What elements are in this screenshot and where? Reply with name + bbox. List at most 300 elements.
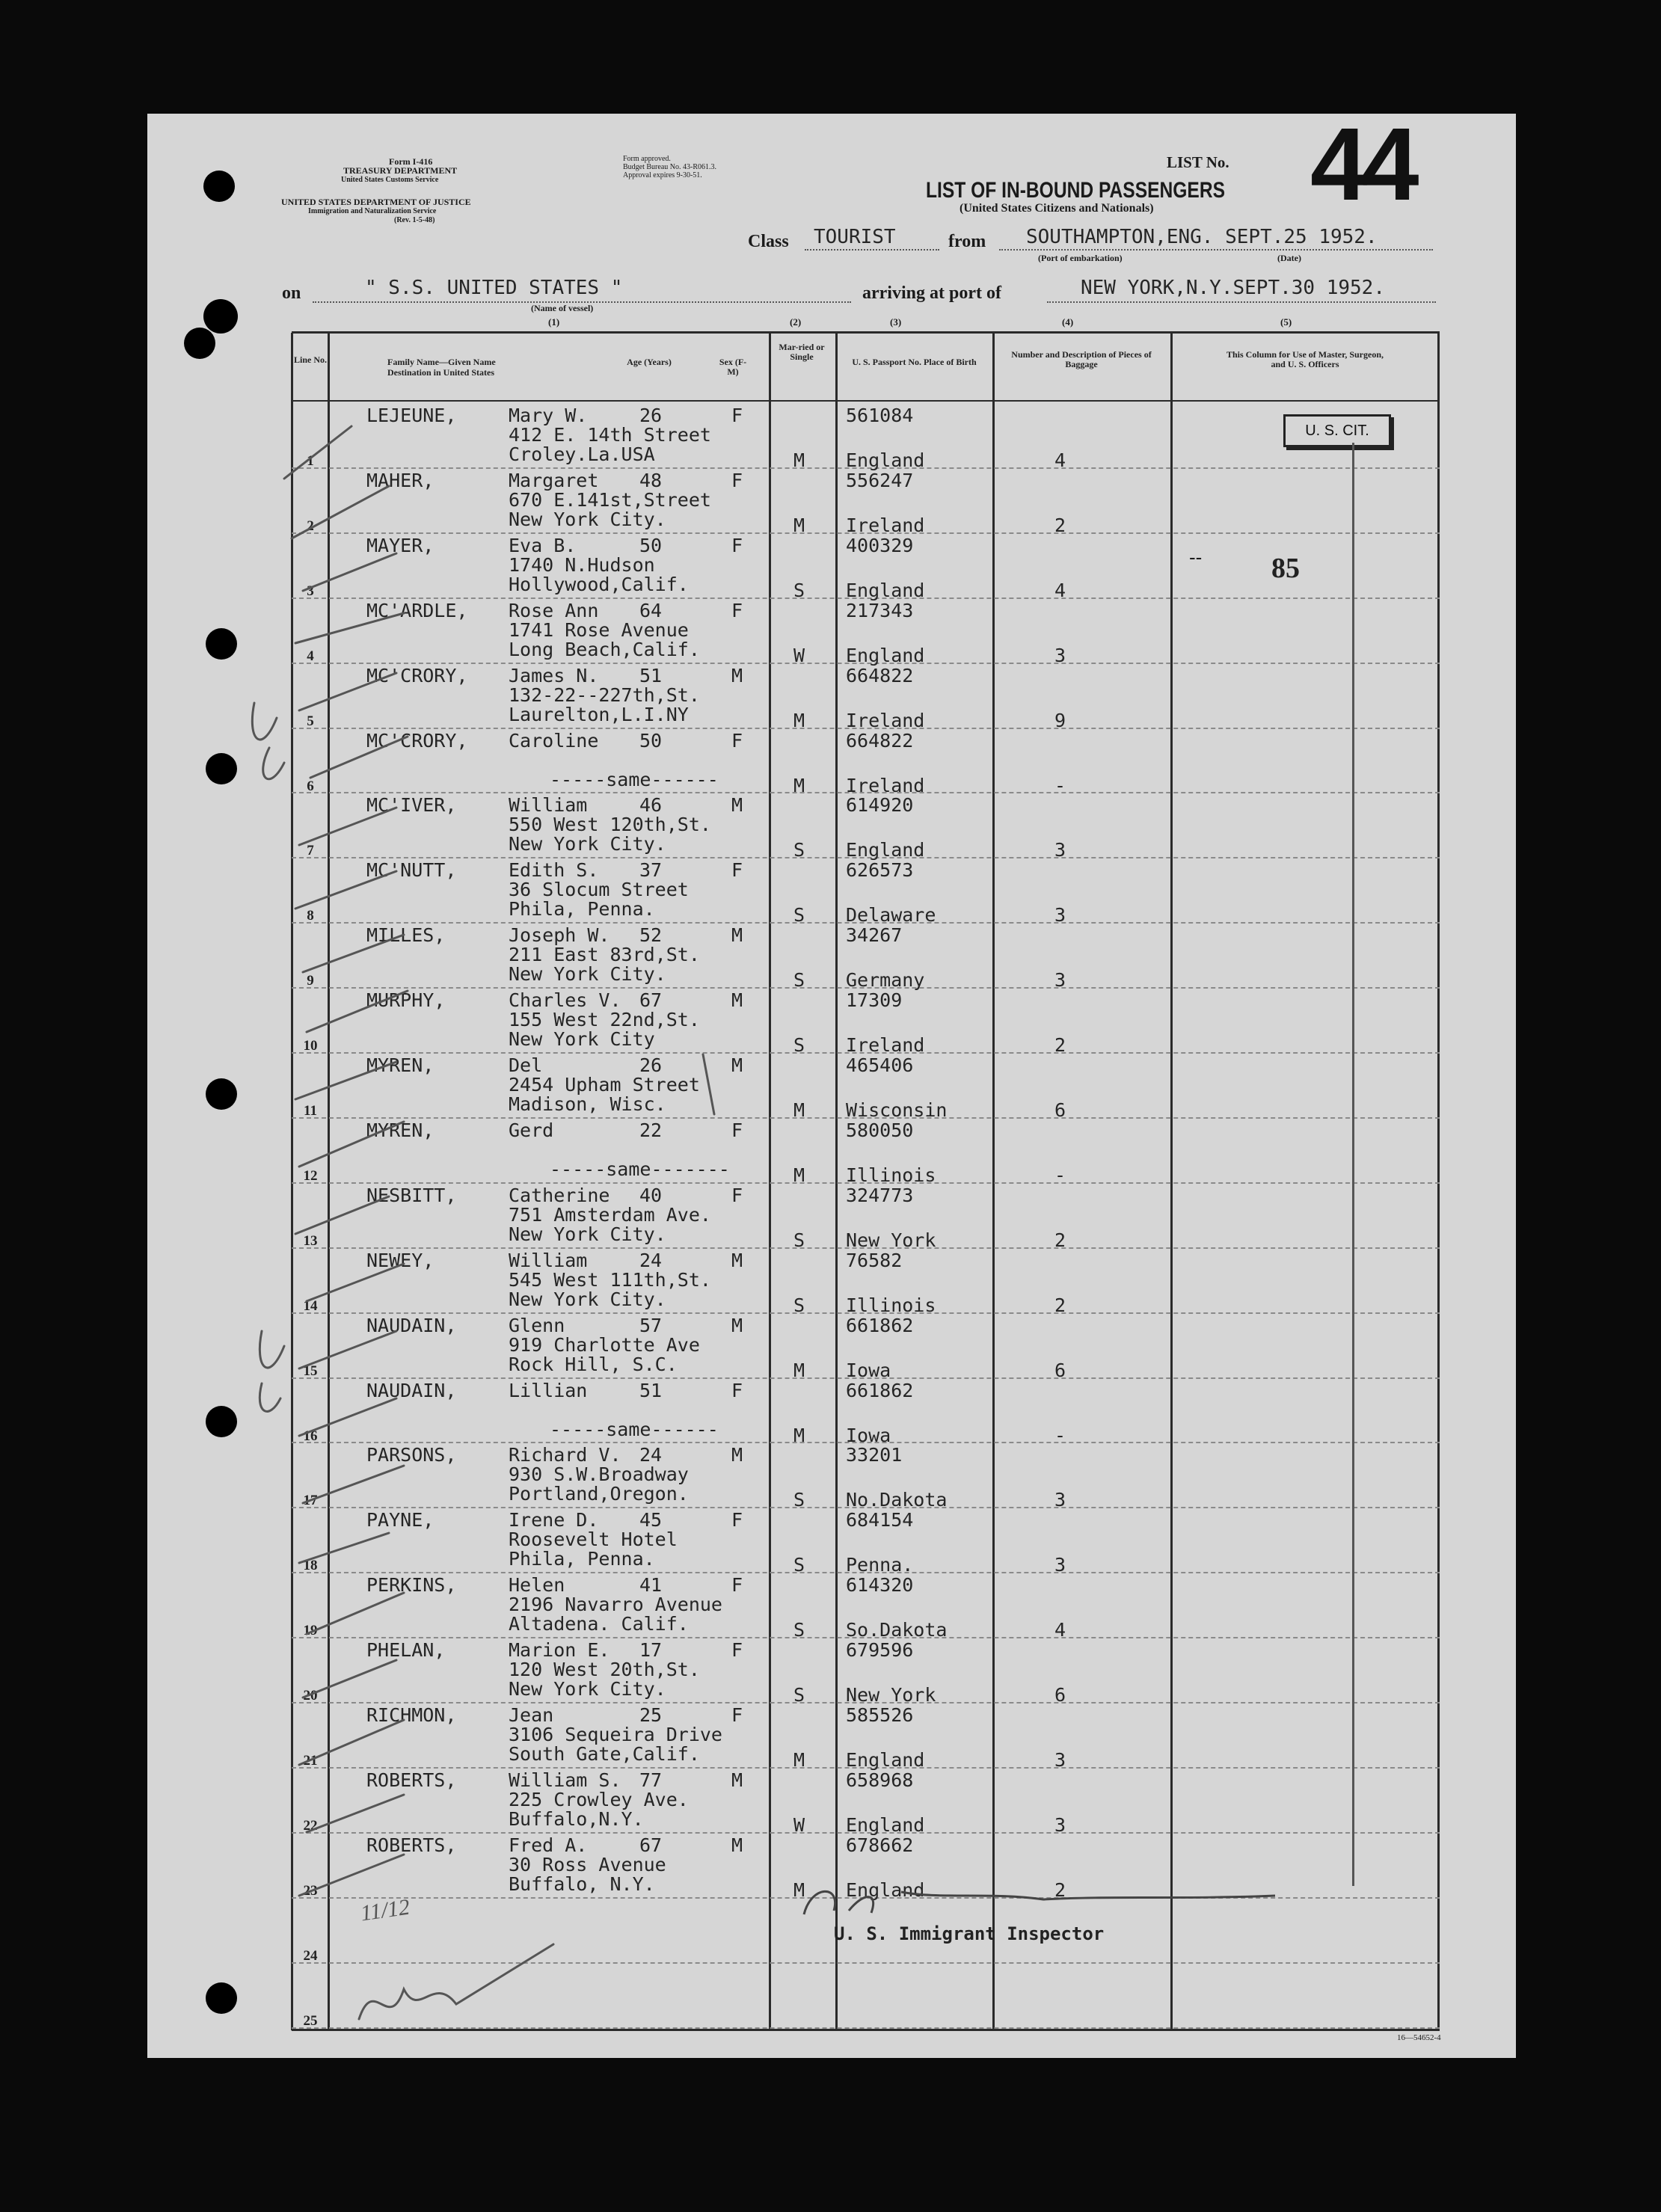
from-label: from [948, 232, 986, 251]
given-name: Marion E. [509, 1639, 610, 1662]
baggage-count: 2 [1054, 514, 1066, 536]
sex: M [731, 924, 743, 947]
age: 50 [639, 729, 663, 752]
address-line-2: Buffalo, N.Y. [509, 1872, 655, 1895]
header-line-no: Line No. [293, 354, 327, 365]
age: 24 [639, 1444, 663, 1466]
baggage-count: 3 [1054, 839, 1066, 861]
line-number: 9 [307, 973, 314, 989]
sex: M [731, 794, 743, 817]
sex: F [731, 599, 743, 621]
baggage-count: 4 [1054, 1619, 1066, 1641]
address-line-1: 1741 Rose Avenue [509, 618, 689, 641]
line-number: 24 [303, 1947, 318, 1964]
age: 40 [639, 1184, 663, 1206]
place-of-birth: England [846, 1813, 925, 1836]
address-line-1: 550 West 120th,St. [509, 814, 711, 836]
passport-no: 324773 [846, 1184, 914, 1206]
place-of-birth: England [846, 449, 925, 471]
address-line-1: 545 West 111th,St. [509, 1268, 711, 1291]
officers-line [1352, 443, 1354, 1886]
inspector-title: U. S. Immigrant Inspector [834, 1923, 1105, 1944]
given-name: Irene D. [509, 1509, 599, 1531]
age: 57 [639, 1314, 663, 1336]
line-number: 6 [307, 778, 314, 794]
given-name: Jean [509, 1704, 554, 1726]
passport-no: 661862 [846, 1314, 914, 1336]
passport-no: 561084 [846, 405, 914, 426]
baggage-count: - [1054, 1164, 1066, 1186]
header-passport: U. S. Passport No. Place of Birth [852, 357, 977, 367]
family-name: NAUDAIN, [366, 1379, 457, 1401]
date-label: (Date) [1277, 253, 1301, 263]
header-name: Family Name—Given Name [387, 357, 496, 367]
line-number: 14 [303, 1297, 318, 1314]
address-line-1: 30 Ross Avenue [509, 1853, 666, 1875]
marital-status: W [793, 644, 805, 666]
sex: F [731, 729, 743, 752]
line-number: 23 [303, 1882, 318, 1899]
address-line-2: -----same------- [550, 1158, 730, 1180]
sex: M [731, 1444, 743, 1466]
given-name: Richard V. [509, 1444, 621, 1466]
age: 50 [639, 534, 663, 556]
passport-no: 614920 [846, 794, 914, 817]
family-name: ROBERTS, [366, 1769, 457, 1791]
baggage-count: - [1054, 774, 1066, 796]
address-line-2: Hollywood,Calif. [509, 573, 689, 595]
baggage-count: 3 [1054, 969, 1066, 992]
line-number: 18 [303, 1558, 318, 1574]
place-of-birth: Iowa [846, 1359, 891, 1381]
marital-status: M [793, 1749, 805, 1771]
place-of-birth: Delaware [846, 904, 936, 927]
place-of-birth: England [846, 579, 925, 601]
family-name: MILLES, [366, 924, 446, 947]
address-line-2: Portland,Oregon. [509, 1483, 689, 1505]
marital-status: M [793, 1424, 805, 1446]
given-name: Catherine [509, 1184, 610, 1206]
marital-status: S [793, 1294, 805, 1316]
baggage-count: 3 [1054, 1749, 1066, 1771]
baggage-count: 2 [1054, 1294, 1066, 1316]
sex: M [731, 1314, 743, 1336]
family-name: MURPHY, [366, 989, 446, 1012]
marital-status: S [793, 969, 805, 992]
marital-status: S [793, 1619, 805, 1641]
given-name: James N. [509, 664, 599, 686]
binder-hole [203, 299, 238, 334]
baggage-count: 2 [1054, 1034, 1066, 1057]
margin-note: 11/12 [358, 1894, 412, 1926]
family-name: PAYNE, [366, 1509, 435, 1531]
address-line-1: 930 S.W.Broadway [509, 1463, 689, 1486]
vessel-value: " S.S. UNITED STATES " [365, 277, 623, 299]
given-name: Helen [509, 1574, 565, 1597]
passport-no: 33201 [846, 1444, 903, 1466]
col-num-2: (2) [790, 316, 802, 328]
line-number: 10 [303, 1038, 318, 1054]
age: 26 [639, 405, 663, 426]
line-number: 13 [303, 1232, 318, 1249]
address-line-2: New York City. [509, 963, 666, 986]
passport-no: 614320 [846, 1574, 914, 1597]
address-line-1: Roosevelt Hotel [509, 1529, 678, 1551]
binder-hole [206, 628, 237, 660]
passport-no: 684154 [846, 1509, 914, 1531]
address-line-2: New York City. [509, 1288, 666, 1310]
line-number: 15 [303, 1362, 318, 1379]
place-of-birth: England [846, 839, 925, 861]
form-title: LIST OF IN-BOUND PASSENGERS [926, 178, 1226, 203]
line-number: 16 [303, 1428, 318, 1444]
given-name: Mary W. [509, 405, 588, 426]
address-line-1: 412 E. 14th Street [509, 424, 711, 446]
form-subtitle: (United States Citizens and Nationals) [960, 202, 1154, 215]
marital-status: M [793, 1878, 805, 1901]
baggage-count: 9 [1054, 709, 1066, 731]
sex: M [731, 1249, 743, 1271]
marital-status: W [793, 1813, 805, 1836]
baggage-count: 3 [1054, 644, 1066, 666]
sex: M [731, 989, 743, 1012]
place-of-birth: Wisconsin [846, 1099, 948, 1121]
age: 46 [639, 794, 663, 817]
sex: M [731, 1834, 743, 1856]
col-num-5: (5) [1280, 316, 1292, 328]
age: 64 [639, 599, 663, 621]
passport-no: 400329 [846, 534, 914, 556]
agency-treasury: TREASURY DEPARTMENT [343, 165, 458, 176]
col-num-3: (3) [890, 316, 902, 328]
family-name: MAYER, [366, 534, 435, 556]
address-line-1: 670 E.141st,Street [509, 488, 711, 511]
marital-status: M [793, 449, 805, 471]
given-name: William [509, 1249, 588, 1271]
address-line-2: Long Beach,Calif. [509, 638, 700, 660]
given-name: Fred A. [509, 1834, 588, 1856]
binder-hole [206, 1982, 237, 2014]
approval-line-1: Form approved. [623, 155, 671, 163]
line-number: 20 [303, 1688, 318, 1704]
address-line-2: New York City. [509, 833, 666, 855]
passport-no: 664822 [846, 729, 914, 752]
family-name: PARSONS, [366, 1444, 457, 1466]
family-name: MC'CRORY, [366, 729, 468, 752]
given-name: Caroline [509, 729, 599, 752]
binder-hole [203, 170, 235, 202]
address-line-2: Croley.La.USA [509, 443, 655, 465]
baggage-count: 3 [1054, 1554, 1066, 1576]
given-name: Gerd [509, 1119, 554, 1141]
address-line-1: 155 West 22nd,St. [509, 1009, 700, 1031]
binder-hole [206, 1078, 237, 1110]
form-number: Form I-416 [389, 156, 433, 167]
sex: F [731, 1509, 743, 1531]
marital-status: S [793, 904, 805, 927]
header-officers: This Column for Use of Master, Surgeon, and U. S. Officers [1226, 349, 1384, 369]
place-of-birth: New York [846, 1229, 936, 1251]
address-line-1: 120 West 20th,St. [509, 1659, 700, 1681]
given-name: Charles V. [509, 989, 621, 1012]
line-number: 11 [304, 1103, 317, 1119]
family-name: NAUDAIN, [366, 1314, 457, 1336]
family-name: MC'CRORY, [366, 664, 468, 686]
place-of-birth: England [846, 1749, 925, 1771]
passport-no: 678662 [846, 1834, 914, 1856]
given-name: Eva B. [509, 534, 577, 556]
passport-no: 17309 [846, 989, 903, 1012]
form-revision: (Rev. 1-5-48) [394, 216, 435, 224]
line-number: 7 [307, 843, 314, 859]
address-line-2: Phila, Penna. [509, 898, 655, 921]
address-line-1: 3106 Sequeira Drive [509, 1724, 722, 1745]
age: 25 [639, 1704, 663, 1726]
list-no-label: LIST No. [1167, 153, 1229, 171]
on-label: on [282, 283, 301, 303]
line-number: 3 [307, 583, 314, 599]
header-sex: Sex (F-M) [719, 357, 747, 377]
class-value: TOURIST [814, 226, 896, 248]
address-line-2: Buffalo,N.Y. [509, 1807, 644, 1830]
age: 41 [639, 1574, 663, 1597]
baggage-count: 6 [1054, 1099, 1066, 1121]
given-name: Glenn [509, 1314, 565, 1336]
officers-dash: -- [1189, 546, 1203, 568]
list-number: 44 [1310, 107, 1413, 222]
place-of-birth: England [846, 644, 925, 666]
sex: F [731, 1379, 743, 1401]
passport-no: 556247 [846, 469, 914, 491]
binder-hole [206, 1406, 237, 1437]
us-citizen-stamp: U. S. CIT. [1283, 414, 1391, 447]
header-destination: Destination in United States [387, 367, 495, 378]
arriving-label: arriving at port of [862, 283, 1001, 303]
marital-status: S [793, 1034, 805, 1057]
marital-status: S [793, 1489, 805, 1511]
baggage-count: 4 [1054, 579, 1066, 601]
age: 51 [639, 1379, 663, 1401]
family-name: ROBERTS, [366, 1834, 457, 1856]
baggage-count: 3 [1054, 904, 1066, 927]
address-line-1: 36 Slocum Street [509, 879, 689, 901]
family-name: PHELAN, [366, 1639, 446, 1662]
place-of-birth: Illinois [846, 1294, 936, 1316]
address-line-2: -----same------ [550, 768, 719, 790]
passport-no: 76582 [846, 1249, 903, 1271]
age: 67 [639, 989, 663, 1012]
passport-no: 585526 [846, 1704, 914, 1726]
given-name: Lillian [509, 1379, 588, 1401]
sex: F [731, 1574, 743, 1597]
sex: F [731, 859, 743, 882]
given-name: Del [509, 1054, 543, 1076]
line-number: 25 [303, 2012, 318, 2029]
officers-count: 85 [1271, 553, 1300, 584]
passport-no: 217343 [846, 599, 914, 621]
sex: F [731, 1639, 743, 1662]
age: 48 [639, 469, 663, 491]
address-line-1: 225 Crowley Ave. [509, 1788, 689, 1810]
place-of-birth: Ireland [846, 514, 925, 536]
vessel-label: (Name of vessel) [531, 303, 594, 313]
family-name: RICHMON, [366, 1704, 457, 1726]
address-line-2: Phila, Penna. [509, 1548, 655, 1570]
line-number: 5 [307, 713, 314, 729]
address-line-2: Madison, Wisc. [509, 1093, 666, 1115]
given-name: Joseph W. [509, 924, 610, 947]
place-of-birth: Penna. [846, 1554, 914, 1576]
family-name: MC'ARDLE, [366, 599, 468, 621]
col-num-1: (1) [548, 316, 560, 328]
sex: F [731, 1704, 743, 1726]
from-value: SOUTHAMPTON,ENG. SEPT.25 1952. [1026, 226, 1378, 248]
baggage-count: 3 [1054, 1489, 1066, 1511]
footer-code: 16—54652-4 [1397, 2033, 1441, 2042]
address-line-2: -----same------ [550, 1418, 719, 1440]
place-of-birth: New York [846, 1684, 936, 1706]
address-line-2: Laurelton,L.I.NY [509, 703, 689, 725]
family-name: PERKINS, [366, 1574, 457, 1597]
line-number: 21 [303, 1753, 318, 1769]
marital-status: M [793, 514, 805, 536]
address-line-1: 132-22--227th,St. [509, 683, 700, 706]
arriving-value: NEW YORK,N.Y.SEPT.30 1952. [1081, 277, 1385, 299]
family-name: MYREN, [366, 1054, 435, 1076]
binder-hole [206, 753, 237, 784]
family-name: MAHER, [366, 469, 435, 491]
family-name: MC'NUTT, [366, 859, 457, 882]
header-baggage: Number and Description of Pieces of Baggage [1011, 349, 1152, 369]
marital-status: M [793, 1359, 805, 1381]
family-name: MC'IVER, [366, 794, 457, 817]
baggage-count: 4 [1054, 449, 1066, 471]
place-of-birth: Ireland [846, 1034, 925, 1057]
sex: M [731, 1054, 743, 1076]
approval-line-3: Approval expires 9-30-51. [623, 171, 702, 179]
agency-customs: United States Customs Service [341, 176, 439, 184]
given-name: Edith S. [509, 859, 599, 882]
passport-no: 661862 [846, 1379, 914, 1401]
baggage-count: 2 [1054, 1878, 1066, 1901]
place-of-birth: England [846, 1878, 925, 1901]
marital-status: S [793, 1554, 805, 1576]
line-number: 2 [307, 517, 314, 534]
passport-no: 658968 [846, 1769, 914, 1791]
age: 77 [639, 1769, 663, 1791]
age: 45 [639, 1509, 663, 1531]
col-num-4: (4) [1062, 316, 1074, 328]
passport-no: 664822 [846, 664, 914, 686]
passport-no: 679596 [846, 1639, 914, 1662]
given-name: Rose Ann [509, 599, 599, 621]
sex: M [731, 664, 743, 686]
line-number: 12 [303, 1167, 318, 1184]
sex: F [731, 534, 743, 556]
sex: F [731, 1184, 743, 1206]
agency-ins: Immigration and Naturalization Service [308, 207, 437, 215]
given-name: William [509, 794, 588, 817]
place-of-birth: Ireland [846, 774, 925, 796]
marital-status: M [793, 1099, 805, 1121]
port-label: (Port of embarkation) [1038, 253, 1123, 263]
marital-status: S [793, 1684, 805, 1706]
place-of-birth: Germany [846, 969, 925, 992]
sex: M [731, 1769, 743, 1791]
age: 37 [639, 859, 663, 882]
place-of-birth: Ireland [846, 709, 925, 731]
age: 24 [639, 1249, 663, 1271]
family-name: NEWEY, [366, 1249, 435, 1271]
line-number: 4 [307, 648, 314, 664]
address-line-2: New York City [509, 1028, 655, 1051]
line-number: 22 [303, 1817, 318, 1834]
given-name: Margaret [509, 469, 599, 491]
age: 26 [639, 1054, 663, 1076]
address-line-2: New York City. [509, 508, 666, 530]
marital-status: S [793, 579, 805, 601]
sex: F [731, 405, 743, 426]
baggage-count: 2 [1054, 1229, 1066, 1251]
header-married: Mar-ried or Single [779, 342, 825, 362]
line-number: 1 [307, 453, 314, 469]
passport-no: 34267 [846, 924, 903, 947]
family-name: LEJEUNE, [366, 405, 457, 426]
baggage-count: 6 [1054, 1359, 1066, 1381]
place-of-birth: Illinois [846, 1164, 936, 1186]
address-line-1: 211 East 83rd,St. [509, 944, 700, 966]
marital-status: S [793, 1229, 805, 1251]
age: 22 [639, 1119, 663, 1141]
address-line-2: South Gate,Calif. [509, 1743, 700, 1765]
agency-justice: UNITED STATES DEPARTMENT OF JUSTICE [281, 197, 471, 207]
passport-no: 626573 [846, 859, 914, 882]
baggage-count: - [1054, 1424, 1066, 1446]
address-line-2: New York City. [509, 1223, 666, 1245]
address-line-2: New York City. [509, 1678, 666, 1701]
sex: F [731, 469, 743, 491]
sex: F [731, 1119, 743, 1141]
binder-hole [184, 328, 215, 359]
age: 51 [639, 664, 663, 686]
age: 17 [639, 1639, 663, 1662]
baggage-count: 6 [1054, 1684, 1066, 1706]
address-line-2: Rock Hill, S.C. [509, 1353, 678, 1375]
address-line-1: 751 Amsterdam Ave. [509, 1203, 711, 1226]
address-line-1: 2196 Navarro Avenue [509, 1594, 722, 1616]
marital-status: M [793, 774, 805, 796]
line-number: 19 [303, 1623, 318, 1639]
place-of-birth: So.Dakota [846, 1619, 948, 1641]
class-label: Class [748, 232, 789, 251]
age: 67 [639, 1834, 663, 1856]
marital-status: S [793, 839, 805, 861]
approval-line-2: Budget Bureau No. 43-R061.3. [623, 163, 716, 171]
passport-no: 465406 [846, 1054, 914, 1076]
given-name: William S. [509, 1769, 621, 1791]
family-name: NESBITT, [366, 1184, 457, 1206]
place-of-birth: No.Dakota [846, 1489, 948, 1511]
address-line-1: 919 Charlotte Ave [509, 1333, 700, 1356]
age: 52 [639, 924, 663, 947]
address-line-2: Altadena. Calif. [509, 1613, 689, 1635]
baggage-count: 3 [1054, 1813, 1066, 1836]
address-line-1: 2454 Upham Street [509, 1074, 700, 1096]
marital-status: M [793, 1164, 805, 1186]
line-number: 8 [307, 908, 314, 924]
family-name: MYREN, [366, 1119, 435, 1141]
header-age: Age (Years) [627, 357, 672, 367]
